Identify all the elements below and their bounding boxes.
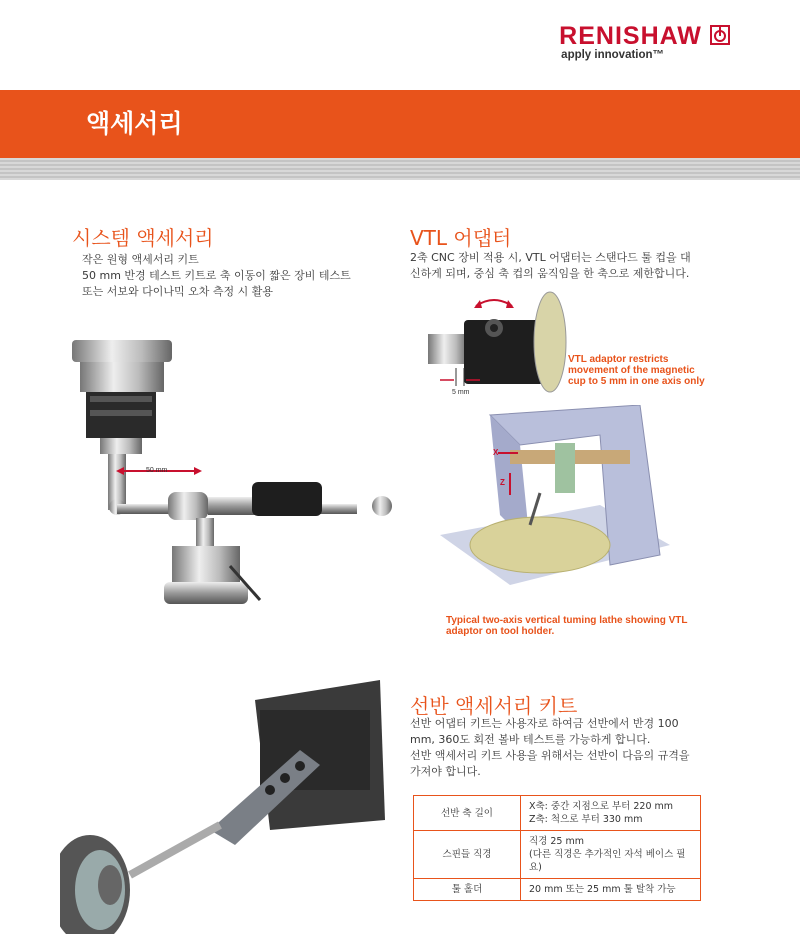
- system-accessories-heading: 시스템 액세서리: [72, 226, 214, 250]
- spec-label: 스핀들 직경: [414, 831, 521, 879]
- text-line: mm, 360도 회전 볼바 테스트를 가능하게 합니다.: [410, 733, 651, 746]
- spec-value: [521, 796, 701, 831]
- brand-tagline: apply innovation™: [561, 49, 665, 61]
- table-row: [414, 879, 701, 901]
- vtl-adaptor-photo: [420, 290, 580, 410]
- spec-value-line: Z축: 척으로 부터 330 mm: [529, 814, 643, 825]
- text-line: 선반 어댑터 키트는 사용자로 하여금 선반에서 반경 100: [410, 717, 679, 730]
- lathe-spec-table: [413, 795, 701, 901]
- text-line: 선반 액세서리 키트 사용을 위해서는 선반이 다음의 규격을: [410, 749, 690, 762]
- spec-value-line: X축: 중간 지점으로 부터 220 mm: [529, 801, 674, 812]
- caption-line: adaptor on tool holder.: [446, 626, 555, 637]
- vtl-adaptor-caption: [568, 354, 705, 387]
- radius-50mm-label: 50 mm: [146, 467, 168, 474]
- vtl-text: [410, 250, 691, 282]
- spec-value: [521, 879, 701, 901]
- text-line: 50 mm 반경 테스트 키트로 축 이동이 짧은 장비 테스트: [82, 269, 351, 282]
- vtl-5mm-label: 5 mm: [452, 389, 470, 396]
- text-line: 작은 원형 액세서리 키트: [82, 253, 199, 266]
- page-title: 액세서리: [86, 109, 183, 138]
- caption-line: movement of the magnetic: [568, 365, 695, 376]
- lathe-kit-text: [410, 716, 690, 780]
- system-accessories-text: [82, 252, 351, 300]
- spec-label: 툴 홀더: [414, 879, 521, 901]
- lathe-kit-photo: [60, 680, 390, 934]
- vtl-lathe-caption: [446, 615, 688, 637]
- ballbar-kit-photo: [60, 330, 400, 620]
- table-row: [414, 796, 701, 831]
- table-row: [414, 831, 701, 879]
- text-line: 2축 CNC 장비 적용 시, VTL 어댑터는 스탠다드 툴 컵을 대: [410, 251, 691, 264]
- caption-line: Typical two-axis vertical tuming lathe showing VTL: [446, 615, 688, 626]
- axis-x-label: X: [493, 448, 499, 457]
- spec-value-line: 직경 25 mm: [529, 836, 584, 847]
- vtl-lathe-diagram: [440, 405, 670, 610]
- caption-line: cup to 5 mm in one axis only: [568, 376, 705, 387]
- renishaw-mark-icon: [710, 25, 730, 45]
- axis-z-label: Z: [500, 478, 505, 487]
- text-line: 또는 서보와 다이나믹 오차 측정 시 활용: [82, 285, 273, 298]
- brand-name: RENISHAW: [559, 22, 702, 50]
- spec-value: [521, 831, 701, 879]
- spec-value-line: 20 mm 또는 25 mm 툴 탈착 가능: [529, 884, 676, 895]
- caption-line: VTL adaptor restricts: [568, 354, 669, 365]
- spec-value-line: (다른 직경은 추가적인 자석 베이스 필요): [529, 849, 686, 873]
- header-stripe: [0, 158, 800, 180]
- text-line: 가져야 합니다.: [410, 765, 481, 778]
- vtl-heading: VTL 어댑터: [410, 226, 512, 250]
- text-line: 신하게 되며, 중심 축 컵의 움직임을 한 축으로 제한합니다.: [410, 267, 690, 280]
- header-band: [0, 90, 800, 158]
- spec-label: 선반 축 길이: [414, 796, 521, 831]
- lathe-kit-heading: 선반 액세서리 키트: [410, 694, 578, 718]
- renishaw-logo: [559, 22, 730, 61]
